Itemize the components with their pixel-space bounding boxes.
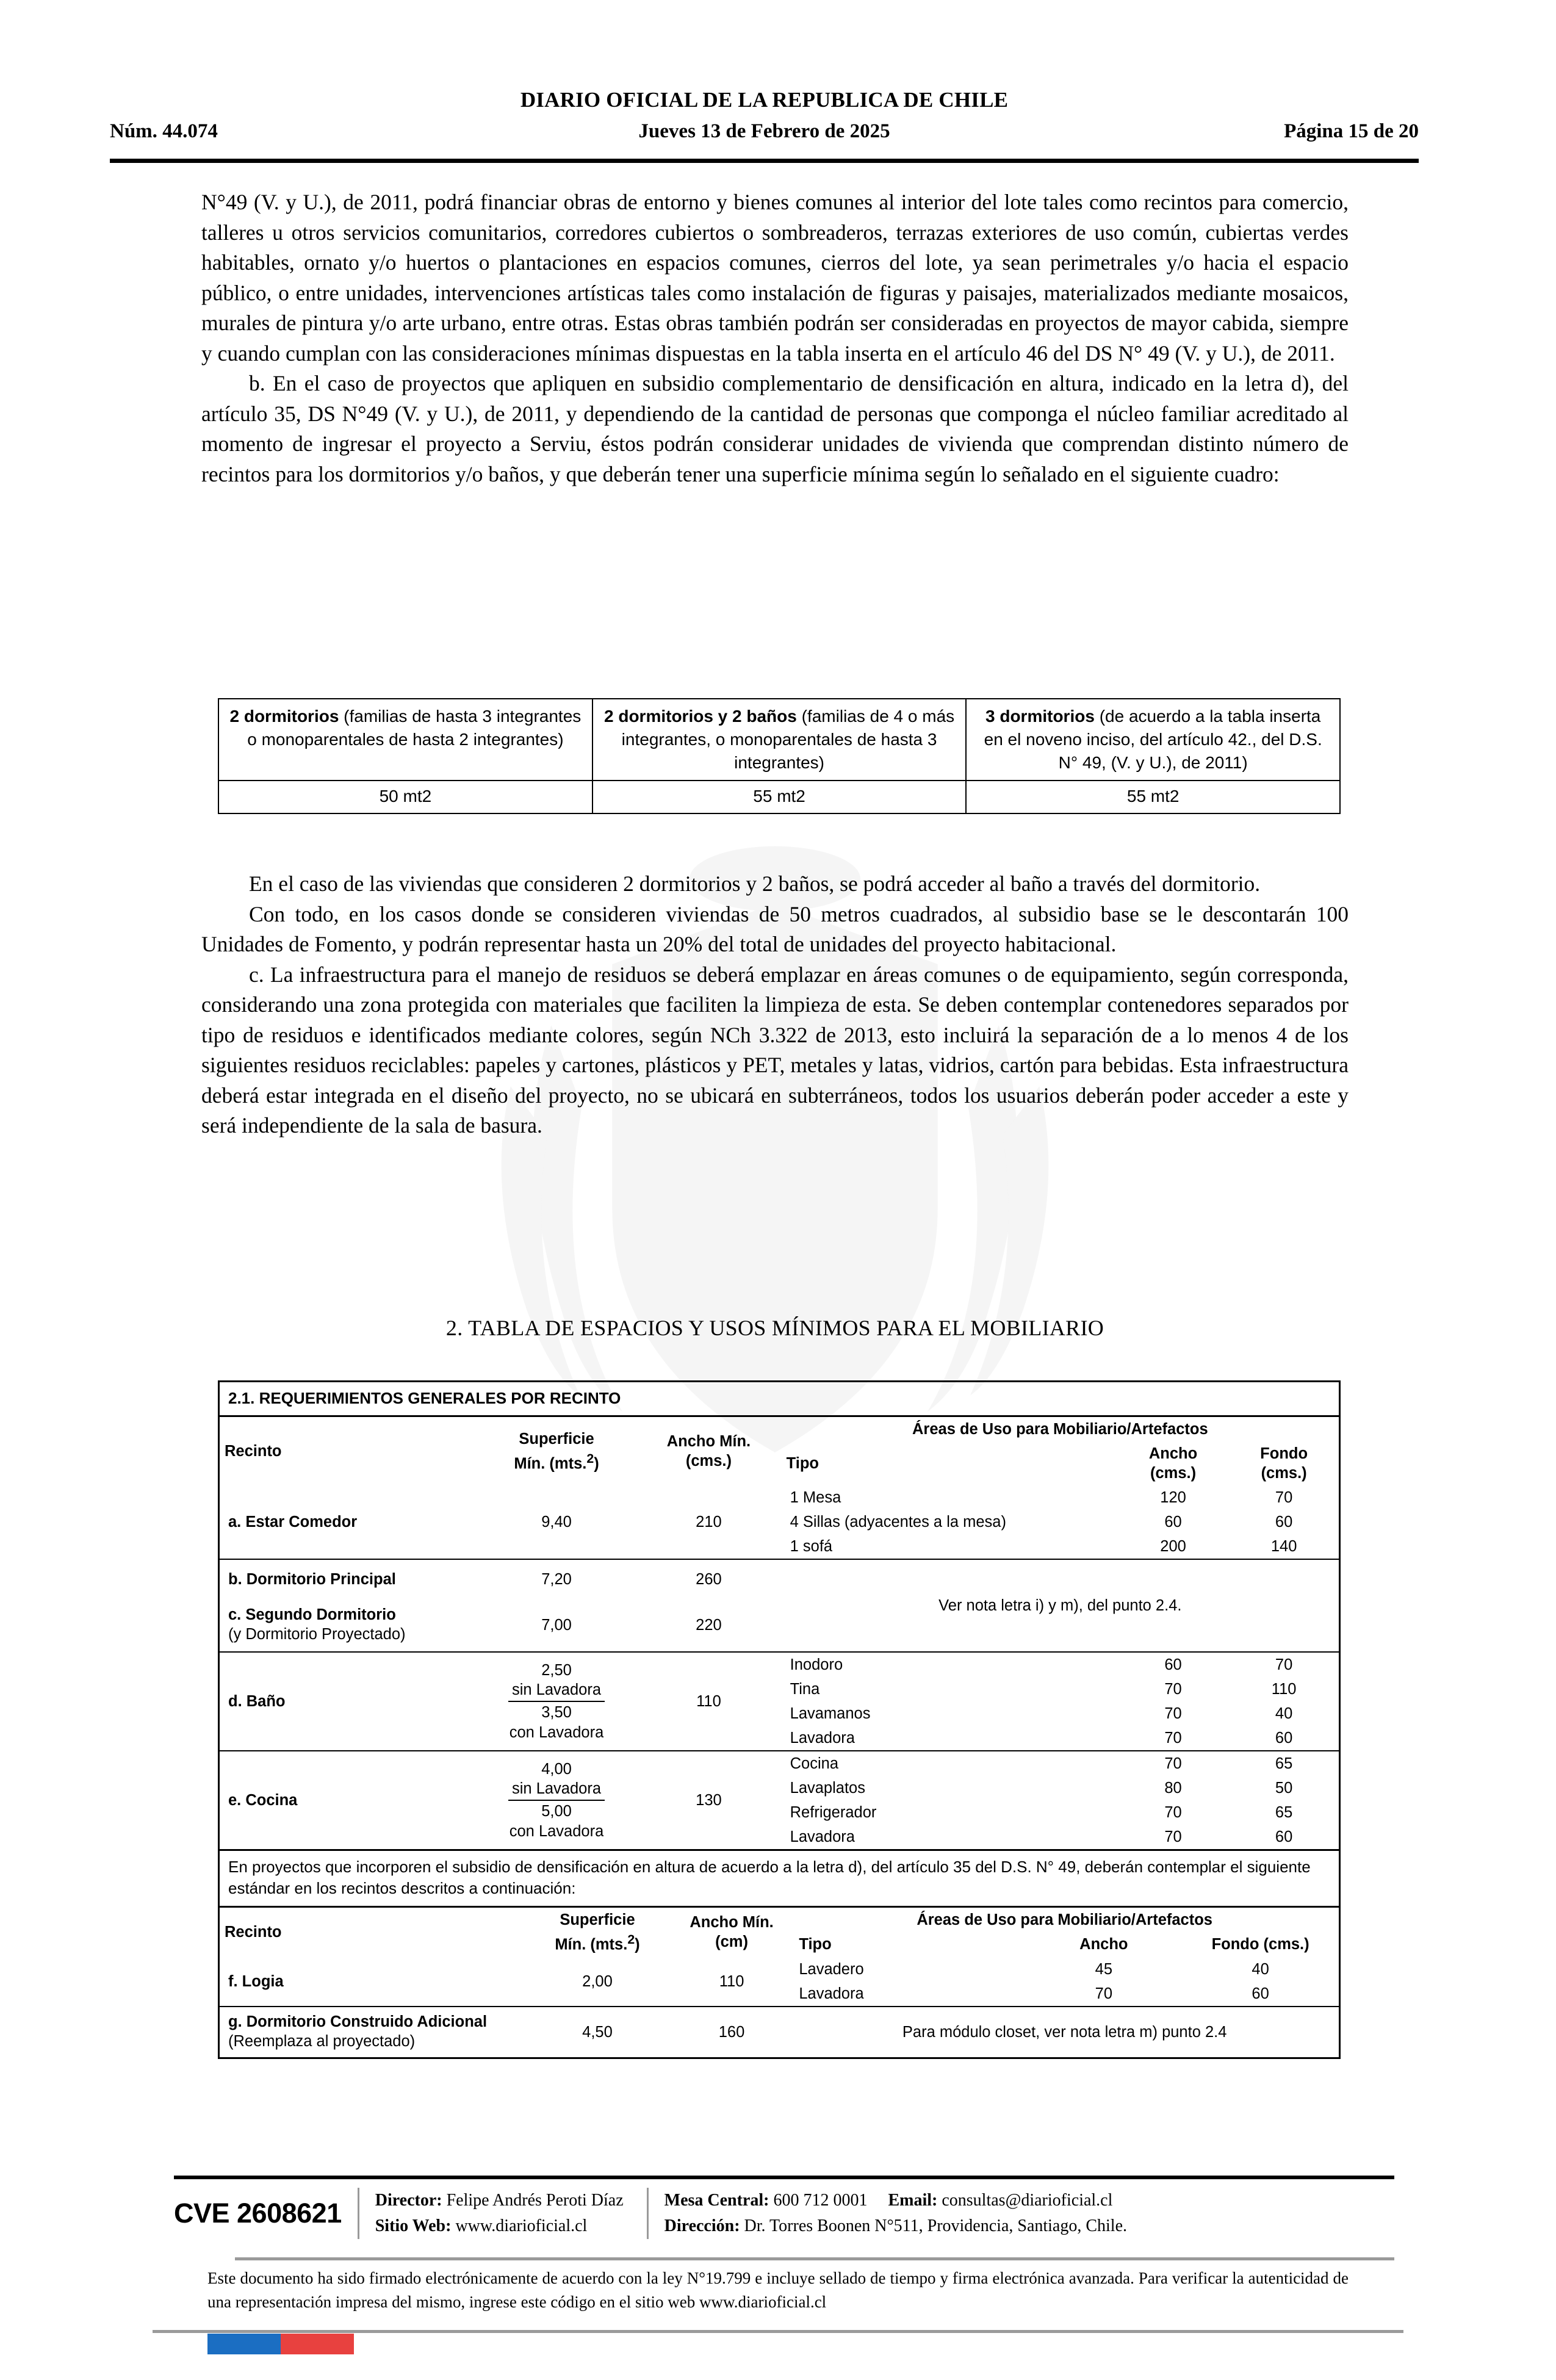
- item-fondo: 60: [1275, 1828, 1293, 1845]
- item-tipo: Lavamanos: [790, 1705, 871, 1722]
- dormitorios-header-strong-2: 2 dormitorios y 2 baños: [603, 707, 797, 726]
- paragraph-subsidio: Con todo, en los casos donde se consideren viviendas de 50 metros cuadrados, al subsidio base se le descontarán 100 Unidades de Fomento, y podrán representar hasta un 20% del total de unidades del proyecto habitacional.: [201, 901, 1349, 956]
- flag-red-segment: [281, 2334, 354, 2354]
- row-superficie-segundo-dormitorio: 7,00: [541, 1617, 572, 1634]
- dormitorios-header-rest-2: (familias de 4 o más integrantes, o monoparentales de hasta 3 integrantes): [621, 707, 955, 772]
- col-header-superficie-2-l2: Mín. (mts.: [555, 1936, 628, 1953]
- table-banner-2-1: 2.1. REQUERIMIENTOS GENERALES POR RECINTO: [220, 1382, 1339, 1417]
- item-ancho: 60: [1164, 1656, 1182, 1673]
- row-superficie-cocina-a: 4,00: [541, 1761, 572, 1778]
- col-header-superficie-2-sup: 2: [627, 1932, 635, 1947]
- row-label-bano: d. Baño: [228, 1693, 286, 1710]
- table-nota-densificacion: En proyectos que incorporen el subsidio de densificación en altura de acuerdo a la letra d), del artículo 35 del D.S. N° 49, deberán contemplar el siguiente estándar en los recintos descritos a continuación:: [220, 1849, 1339, 1908]
- table-row-group-f: [220, 1957, 1339, 2006]
- row-label-dormitorio-principal: b. Dormitorio Principal: [228, 1571, 396, 1588]
- row-ancho-min-logia: 110: [719, 1972, 744, 1990]
- table-row-group-g: [220, 2006, 1339, 2057]
- dormitorios-header-cell-3: [966, 699, 1340, 781]
- footer-email-value[interactable]: consultas@diarioficial.cl: [937, 2191, 1113, 2210]
- row-label-estar-comedor: a. Estar Comedor: [228, 1513, 358, 1531]
- col-header-superficie-l2b: ): [594, 1455, 599, 1473]
- row-superficie-bano-b-label: con Lavadora: [509, 1724, 604, 1741]
- dormitorios-value-1: 50 mt2: [218, 781, 593, 813]
- table-row: [220, 1417, 1339, 1441]
- row-ancho-min-estar-comedor: 210: [696, 1513, 722, 1531]
- row-superficie-bano-fraction: [508, 1680, 605, 1723]
- dormitorios-header-cell-1: [218, 699, 593, 781]
- table-row-group-a: [220, 1485, 1339, 1559]
- item-tipo: Inodoro: [790, 1656, 843, 1673]
- row-superficie-cocina-b: 5,00: [541, 1803, 572, 1820]
- item-fondo: 65: [1275, 1804, 1293, 1821]
- row-superficie-bano-b: 3,50: [541, 1704, 572, 1721]
- footer-director-value: Felipe Andrés Peroti Díaz: [442, 2191, 624, 2210]
- col-header-ancho-2: Ancho: [1079, 1936, 1128, 1953]
- item-tipo: Tina: [790, 1681, 820, 1698]
- row-label-dormitorio-adicional-l1: g. Dormitorio Construido Adicional: [228, 2013, 488, 2030]
- footer-mesa-line: [665, 2188, 1127, 2213]
- col-header-superficie-l1: Superficie: [519, 1430, 594, 1448]
- col-header-areas-uso: Áreas de Uso para Mobiliario/Artefactos: [912, 1421, 1208, 1438]
- paragraph-a-continuation: N°49 (V. y U.), de 2011, podrá financiar obras de entorno y bienes comunes al interior del lote tales como recintos para comercio, talleres u otros servicios comunitarios, corredores cubiertos o sombreaderos, terrazas exteriores de uso común, cubiertas verdes habitables, ornato y/o huertos o plantaciones en espacios comunes, cierros del lote, ya sean perimetrales y/o hacia el espacio público, o entre unidades, intervenciones artísticas tales como instalación de figuras y paisajes, materializados mediante mosaicos, murales de pintura y/o arte urbano, entre otras. Estas obras también podrán ser consideradas en proyectos de mayor cabida, siempre y cuando cumplan con las consideraciones mínimas dispuestas en la tabla inserta en el artículo 46 del DS N° 49 (V. y U.), de 2011.: [201, 190, 1349, 366]
- table-row-group-e: [220, 1750, 1339, 1849]
- item-tipo: Lavadora: [790, 1729, 855, 1747]
- col-header-tipo-2: Tipo: [799, 1936, 832, 1953]
- body-text-top: [201, 187, 1349, 489]
- footer-mesa-label: Mesa Central:: [664, 2191, 769, 2210]
- col-header-superficie-2: [522, 1908, 673, 1957]
- table-row: [220, 1559, 1339, 1599]
- footer-sitio-line: [375, 2213, 624, 2239]
- item-ancho: 120: [1160, 1489, 1186, 1506]
- footer-sitio-value[interactable]: www.diarioficial.cl: [451, 2216, 588, 2235]
- col-header-superficie-2-l2b: ): [635, 1936, 640, 1953]
- footer-direccion-line: [665, 2213, 1127, 2239]
- col-header-ancho-min-2-l1: Ancho Mín.: [690, 1914, 774, 1931]
- row-label-segundo-dormitorio-l1: c. Segundo Dormitorio: [228, 1606, 396, 1623]
- row-ancho-min-dormitorio-adicional: 160: [718, 2023, 745, 2041]
- row-superficie-estar-comedor: 9,40: [541, 1513, 572, 1531]
- item-fondo: 110: [1271, 1681, 1297, 1698]
- footer-col-director: [358, 2188, 624, 2239]
- item-tipo: Lavadero: [799, 1960, 864, 1978]
- footer-direccion-value: Dr. Torres Boonen N°511, Providencia, Santiago, Chile.: [740, 2216, 1128, 2235]
- page-footer: [174, 2188, 1394, 2239]
- col-header-ancho-min-l2: (cms.): [685, 1452, 732, 1469]
- row-superficie-dormitorio-adicional: 4,50: [582, 2023, 613, 2041]
- legal-notice-text: Este documento ha sido firmado electrónicamente de acuerdo con la ley N°19.799 e incluye sellado de tiempo y firma electrónica avanzada. Para verificar la autenticidad de una representación impresa del mismo, ingrese este código en el sitio web www.diarioficial.cl: [207, 2269, 1349, 2311]
- footer-director-line: [375, 2188, 624, 2213]
- chile-flag-bar: [207, 2334, 354, 2354]
- table-row: [220, 1652, 1339, 1677]
- item-tipo: Cocina: [790, 1755, 839, 1772]
- col-header-superficie-2-l1: Superficie: [560, 1911, 635, 1928]
- item-fondo: 60: [1252, 1985, 1269, 2002]
- col-header-recinto-2: Recinto: [225, 1924, 282, 1941]
- table-subheader-group: [220, 1908, 1339, 1957]
- dormitorios-header-strong-1: 2 dormitorios: [229, 707, 339, 726]
- row-label-logia: f. Logia: [228, 1972, 284, 1990]
- item-ancho: 70: [1164, 1681, 1182, 1698]
- dormitorios-header-rest-3: (de acuerdo a la tabla inserta en el noveno inciso, del artículo 42., del D.S. N° 49, (V. y U.), de 2011): [984, 707, 1322, 772]
- item-tipo: Lavadora: [799, 1985, 864, 2002]
- item-tipo: Lavadora: [790, 1828, 855, 1845]
- item-tipo: Lavaplatos: [790, 1780, 865, 1797]
- row-superficie-bano-a-label: sin Lavadora: [508, 1680, 605, 1702]
- footer-divider-mid: [235, 2257, 1394, 2260]
- table-dormitorios: [218, 698, 1341, 814]
- dormitorios-header-rest-1: (familias de hasta 3 integrantes o monoparentales de hasta 2 integrantes): [247, 707, 582, 749]
- paragraph-c: c. La infraestructura para el manejo de residuos se deberá emplazar en áreas comunes o de equipamiento, según corresponda, considerando una zona protegida con materiales que faciliten la limpieza de esta. Se deben contemplar contenedores separados por tipo de residuos e identificados mediante colores, según NCh 3.322 de 2013, esto incluirá la separación de a lo menos 4 de los siguientes residuos reciclables: papeles y cartones, plásticos y PET, metales y latas, vidrios, cartón para bebidas. Esta infraestructura deberá estar integrada en el diseño del proyecto, no se ubicará en subterráneos, todos los usuarios deberán poder acceder a este y será independiente de la sala de basura.: [201, 962, 1349, 1138]
- row-ancho-min-bano: 110: [696, 1693, 721, 1710]
- dormitorios-value-2: 55 mt2: [593, 781, 967, 813]
- row-label-cocina: e. Cocina: [228, 1792, 298, 1809]
- footer-director-label: Director:: [375, 2191, 442, 2210]
- table-row: [220, 1751, 1339, 1776]
- row-label-segundo-dormitorio-l2: (y Dormitorio Proyectado): [228, 1626, 406, 1643]
- footer-divider-bottom: [153, 2330, 1403, 2333]
- paragraph-b: b. En el caso de proyectos que apliquen en subsidio complementario de densificación en altura, indicado en la letra d), del artículo 35, DS N°49 (V. y U.), de 2011, y dependiendo de la cantidad de personas que componga el núcleo familiar acreditado al momento de ingresar el proyecto a Serviu, éstos podrán considerar unidades de vivienda que comprendan distinto número de recintos para los dormitorios y/o baños, y que deberán tener una superficie mínima según lo señalado en el siguiente cuadro:: [201, 371, 1349, 486]
- row-note-dormitorio-adicional: Para módulo closet, ver nota letra m) punto 2.4: [902, 2023, 1227, 2041]
- item-tipo: 4 Sillas (adyacentes a la mesa): [790, 1513, 1006, 1531]
- item-fondo: 70: [1275, 1489, 1293, 1506]
- footer-direccion-label: Dirección:: [664, 2216, 740, 2235]
- item-ancho: 60: [1164, 1513, 1182, 1531]
- item-fondo: 60: [1275, 1729, 1293, 1747]
- col-header-superficie-sup: 2: [586, 1451, 594, 1466]
- footer-sitio-label: Sitio Web:: [375, 2216, 452, 2235]
- item-tipo: 1 Mesa: [790, 1489, 841, 1506]
- dormitorios-header-cell-2: [593, 699, 967, 781]
- item-fondo: 60: [1275, 1513, 1293, 1531]
- col-header-ancho-l1: Ancho: [1148, 1445, 1198, 1462]
- col-header-ancho: [1117, 1441, 1229, 1485]
- footer-divider-top: [174, 2176, 1394, 2179]
- page-header: [110, 88, 1419, 143]
- row-superficie-dormitorio-principal: 7,20: [541, 1571, 572, 1588]
- col-header-superficie: [477, 1417, 636, 1485]
- table-row: [220, 1957, 1339, 1982]
- row-superficie-bano-a: 2,50: [541, 1662, 572, 1679]
- row-superficie-cocina-a-label: sin Lavadora: [508, 1779, 605, 1801]
- flag-blue-segment: [207, 2334, 281, 2354]
- item-ancho: 200: [1160, 1538, 1186, 1555]
- footer-email-label: Email:: [888, 2191, 938, 2210]
- col-header-ancho-min-2: [673, 1908, 791, 1957]
- page-number: Página 15 de 20: [1284, 120, 1419, 142]
- item-ancho: 45: [1095, 1960, 1113, 1978]
- row-note-dormitorios: Ver nota letra i) y m), del punto 2.4.: [938, 1597, 1182, 1614]
- dormitorios-header-strong-3: 3 dormitorios: [985, 707, 1095, 726]
- col-header-fondo-l2: (cms.): [1261, 1465, 1307, 1482]
- issue-date: Jueves 13 de Febrero de 2025: [638, 120, 890, 142]
- col-header-ancho-min-l1: Ancho Mín.: [666, 1433, 751, 1450]
- header-divider: [110, 159, 1419, 163]
- col-header-superficie-l2: Mín. (mts.: [514, 1455, 587, 1473]
- table-row-group-d: [220, 1651, 1339, 1750]
- row-ancho-min-cocina: 130: [696, 1792, 722, 1809]
- item-tipo: 1 sofá: [790, 1538, 833, 1555]
- table-row-group-bc: [220, 1559, 1339, 1651]
- table-header-group: [220, 1417, 1339, 1485]
- table-row: [218, 781, 1340, 813]
- footer-col-contacto: [647, 2188, 1127, 2239]
- col-header-fondo: [1229, 1441, 1339, 1485]
- row-label-dormitorio-adicional-l2: (Reemplaza al proyectado): [228, 2032, 416, 2050]
- col-header-ancho-l2: (cms.): [1150, 1465, 1197, 1482]
- col-header-tipo: Tipo: [786, 1455, 819, 1472]
- table-row: [218, 699, 1340, 781]
- table-row: [220, 2007, 1339, 2057]
- row-superficie-logia: 2,00: [582, 1972, 613, 1990]
- dormitorios-value-3: 55 mt2: [966, 781, 1340, 813]
- item-fondo: 40: [1252, 1960, 1269, 1978]
- table-row: [220, 1908, 1339, 1932]
- legal-notice: [207, 2266, 1349, 2314]
- item-fondo: 50: [1275, 1780, 1293, 1797]
- item-ancho: 80: [1164, 1780, 1182, 1797]
- item-tipo: Refrigerador: [790, 1804, 877, 1821]
- col-header-ancho-min-2-l2: (cm): [715, 1933, 748, 1951]
- footer-mesa-value: 600 712 0001: [769, 2191, 868, 2210]
- item-ancho: 70: [1164, 1729, 1182, 1747]
- row-ancho-min-segundo-dormitorio: 220: [696, 1617, 722, 1634]
- item-fondo: 140: [1270, 1538, 1297, 1555]
- item-ancho: 70: [1164, 1705, 1182, 1722]
- row-superficie-cocina-b-label: con Lavadora: [509, 1823, 604, 1840]
- section-heading-2: 2. TABLA DE ESPACIOS Y USOS MÍNIMOS PARA EL MOBILIARIO: [445, 1316, 1104, 1340]
- item-ancho: 70: [1164, 1804, 1182, 1821]
- row-superficie-bano: [477, 1652, 636, 1750]
- col-header-recinto: Recinto: [225, 1443, 282, 1460]
- publication-title: DIARIO OFICIAL DE LA REPUBLICA DE CHILE: [520, 88, 1009, 112]
- issue-number: Núm. 44.074: [110, 120, 218, 142]
- item-ancho: 70: [1095, 1985, 1113, 2002]
- paragraph-banos: En el caso de las viviendas que consideren 2 dormitorios y 2 baños, se podrá acceder al baño a través del dormitorio.: [249, 871, 1261, 896]
- row-superficie-cocina-fraction: [508, 1779, 605, 1822]
- body-text-middle: [201, 869, 1349, 1141]
- col-header-fondo-l1: Fondo: [1260, 1445, 1308, 1462]
- col-header-areas-uso-2: Áreas de Uso para Mobiliario/Artefactos: [917, 1911, 1212, 1929]
- row-superficie-cocina: [477, 1751, 636, 1849]
- table-row: [220, 1485, 1339, 1510]
- col-header-ancho-min: [636, 1417, 781, 1485]
- table-requerimientos: [218, 1380, 1341, 2059]
- cve-code: CVE 2608621: [174, 2198, 342, 2229]
- col-header-fondo-2: Fondo (cms.): [1211, 1936, 1309, 1953]
- row-ancho-min-dormitorio-principal: 260: [696, 1571, 722, 1588]
- item-ancho: 70: [1164, 1755, 1182, 1772]
- item-fondo: 70: [1275, 1656, 1293, 1673]
- row-label-segundo-dormitorio: [220, 1599, 477, 1651]
- item-fondo: 65: [1275, 1755, 1293, 1772]
- item-fondo: 40: [1275, 1705, 1293, 1722]
- item-ancho: 70: [1164, 1828, 1182, 1845]
- row-label-dormitorio-adicional: [220, 2007, 522, 2057]
